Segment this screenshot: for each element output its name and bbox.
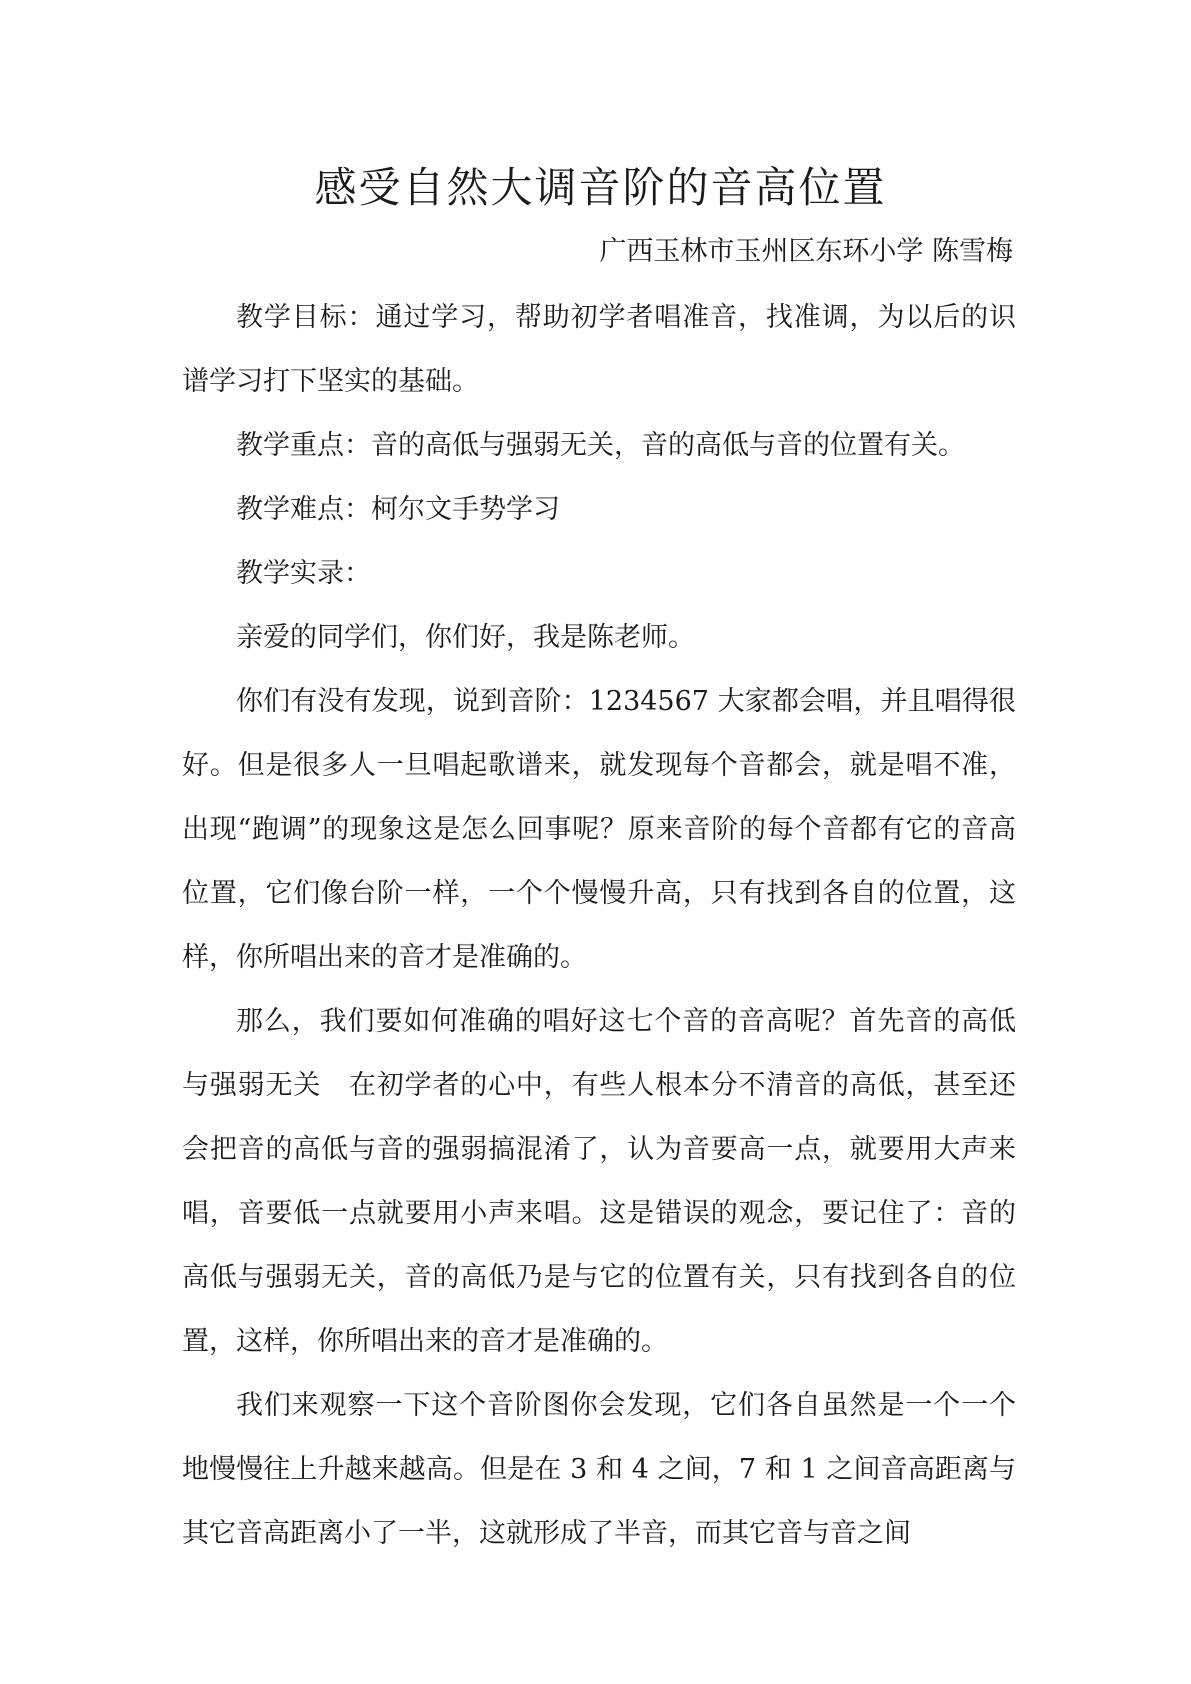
paragraph-greeting: 亲爱的同学们，你们好，我是陈老师。 xyxy=(236,622,695,653)
document-title: 感受自然大调音阶的音高位置 xyxy=(314,163,887,212)
document-body xyxy=(182,286,1016,1566)
paragraph-scale-diagram: 我们来观察一下这个音阶图你会发现，它们各自虽然是一个一个地慢慢往上升越来越高。但是在 3 和 4 之间，7 和 1 之间音高距离与其它音高距离小了一半，这就形成了半音，而其它音与音之间 xyxy=(182,1390,1016,1549)
paragraph-pitch-vs-volume: 那么，我们要如何准确的唱好这七个音的音高呢？首先音的高低与强弱无关 在初学者的心中，有些人根本分不清音的高低，甚至还会把音的高低与音的强弱搞混淆了，认为音要高一点，就要用大声来唱，音要低一点就要用小声来唱。这是错误的观念，要记住了：音的高低与强弱无关，音的高低乃是与它的位置有关，只有找到各自的位置，这样，你所唱出来的音才是准确的。 xyxy=(182,1006,1016,1357)
paragraph-teaching-difficulty: 教学难点：柯尔文手势学习 xyxy=(236,494,560,525)
paragraph-scale-intro: 你们有没有发现，说到音阶：1234567 大家都会唱，并且唱得很好。但是很多人一旦唱起歌谱来，就发现每个音都会，就是唱不准，出现“跑调”的现象这是怎么回事呢？原来音阶的每个音都有它的音高位置，它们像台阶一样，一个个慢慢升高，只有找到各自的位置，这样，你所唱出来的音才是准确的。 xyxy=(182,686,1016,973)
paragraph-teaching-record-label: 教学实录： xyxy=(236,558,371,589)
paragraph-teaching-goal: 教学目标：通过学习，帮助初学者唱准音，找准调，为以后的识谱学习打下坚实的基础。 xyxy=(182,302,1016,397)
paragraph-teaching-focus: 教学重点：音的高低与强弱无关，音的高低与音的位置有关。 xyxy=(236,430,965,461)
author-line: 广西玉林市玉州区东环小学 陈雪梅 xyxy=(599,236,1013,267)
